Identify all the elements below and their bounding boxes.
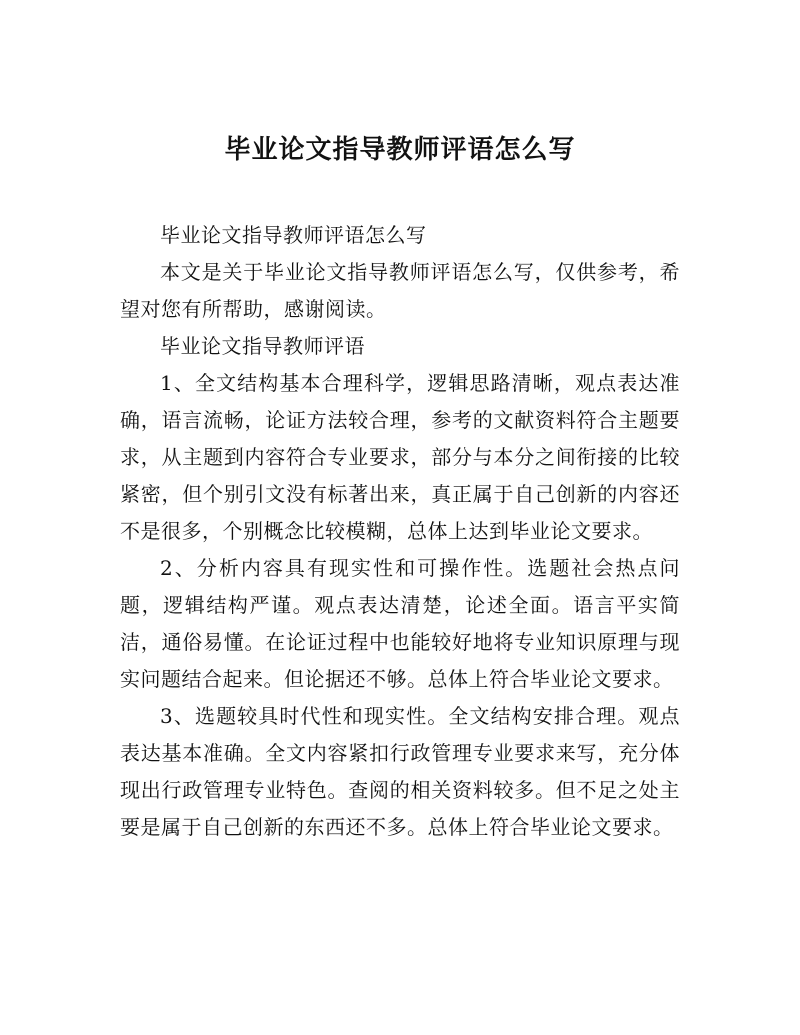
section-heading: 毕业论文指导教师评语 [160, 334, 365, 358]
comment-paragraph-2: 2、分析内容具有现实性和可操作性。选题社会热点问题，逻辑结构严谨。观点表达清楚，论述全面。语言平实简洁，通俗易懂。在论证过程中也能较好地将专业知识原理与现实问题结合起来。但论据还不够。总体上符合毕业论文要求。 [120, 556, 680, 691]
intro-paragraph: 本文是关于毕业论文指导教师评语怎么写，仅供参考，希望对您有所帮助，感谢阅读。 [120, 260, 680, 321]
comment-paragraph-3: 3、选题较具时代性和现实性。全文结构安排合理。观点表达基本准确。全文内容紧扣行政管理专业要求来写，充分体现出行政管理专业特色。查阅的相关资料较多。但不足之处主要是属于自己创新的东西还不多。总体上符合毕业论文要求。 [120, 704, 680, 839]
document-body [120, 217, 680, 846]
subtitle-paragraph: 毕业论文指导教师评语怎么写 [160, 223, 427, 247]
document-title: 毕业论文指导教师评语怎么写 [224, 135, 576, 165]
comment-paragraph-1: 1、全文结构基本合理科学，逻辑思路清晰，观点表达准确，语言流畅，论证方法较合理，参考的文献资料符合主题要求，从主题到内容符合专业要求，部分与本分之间衔接的比较紧密，但个别引文没有标著出来，真正属于自己创新的内容还不是很多，个别概念比较模糊，总体上达到毕业论文要求。 [120, 371, 680, 543]
